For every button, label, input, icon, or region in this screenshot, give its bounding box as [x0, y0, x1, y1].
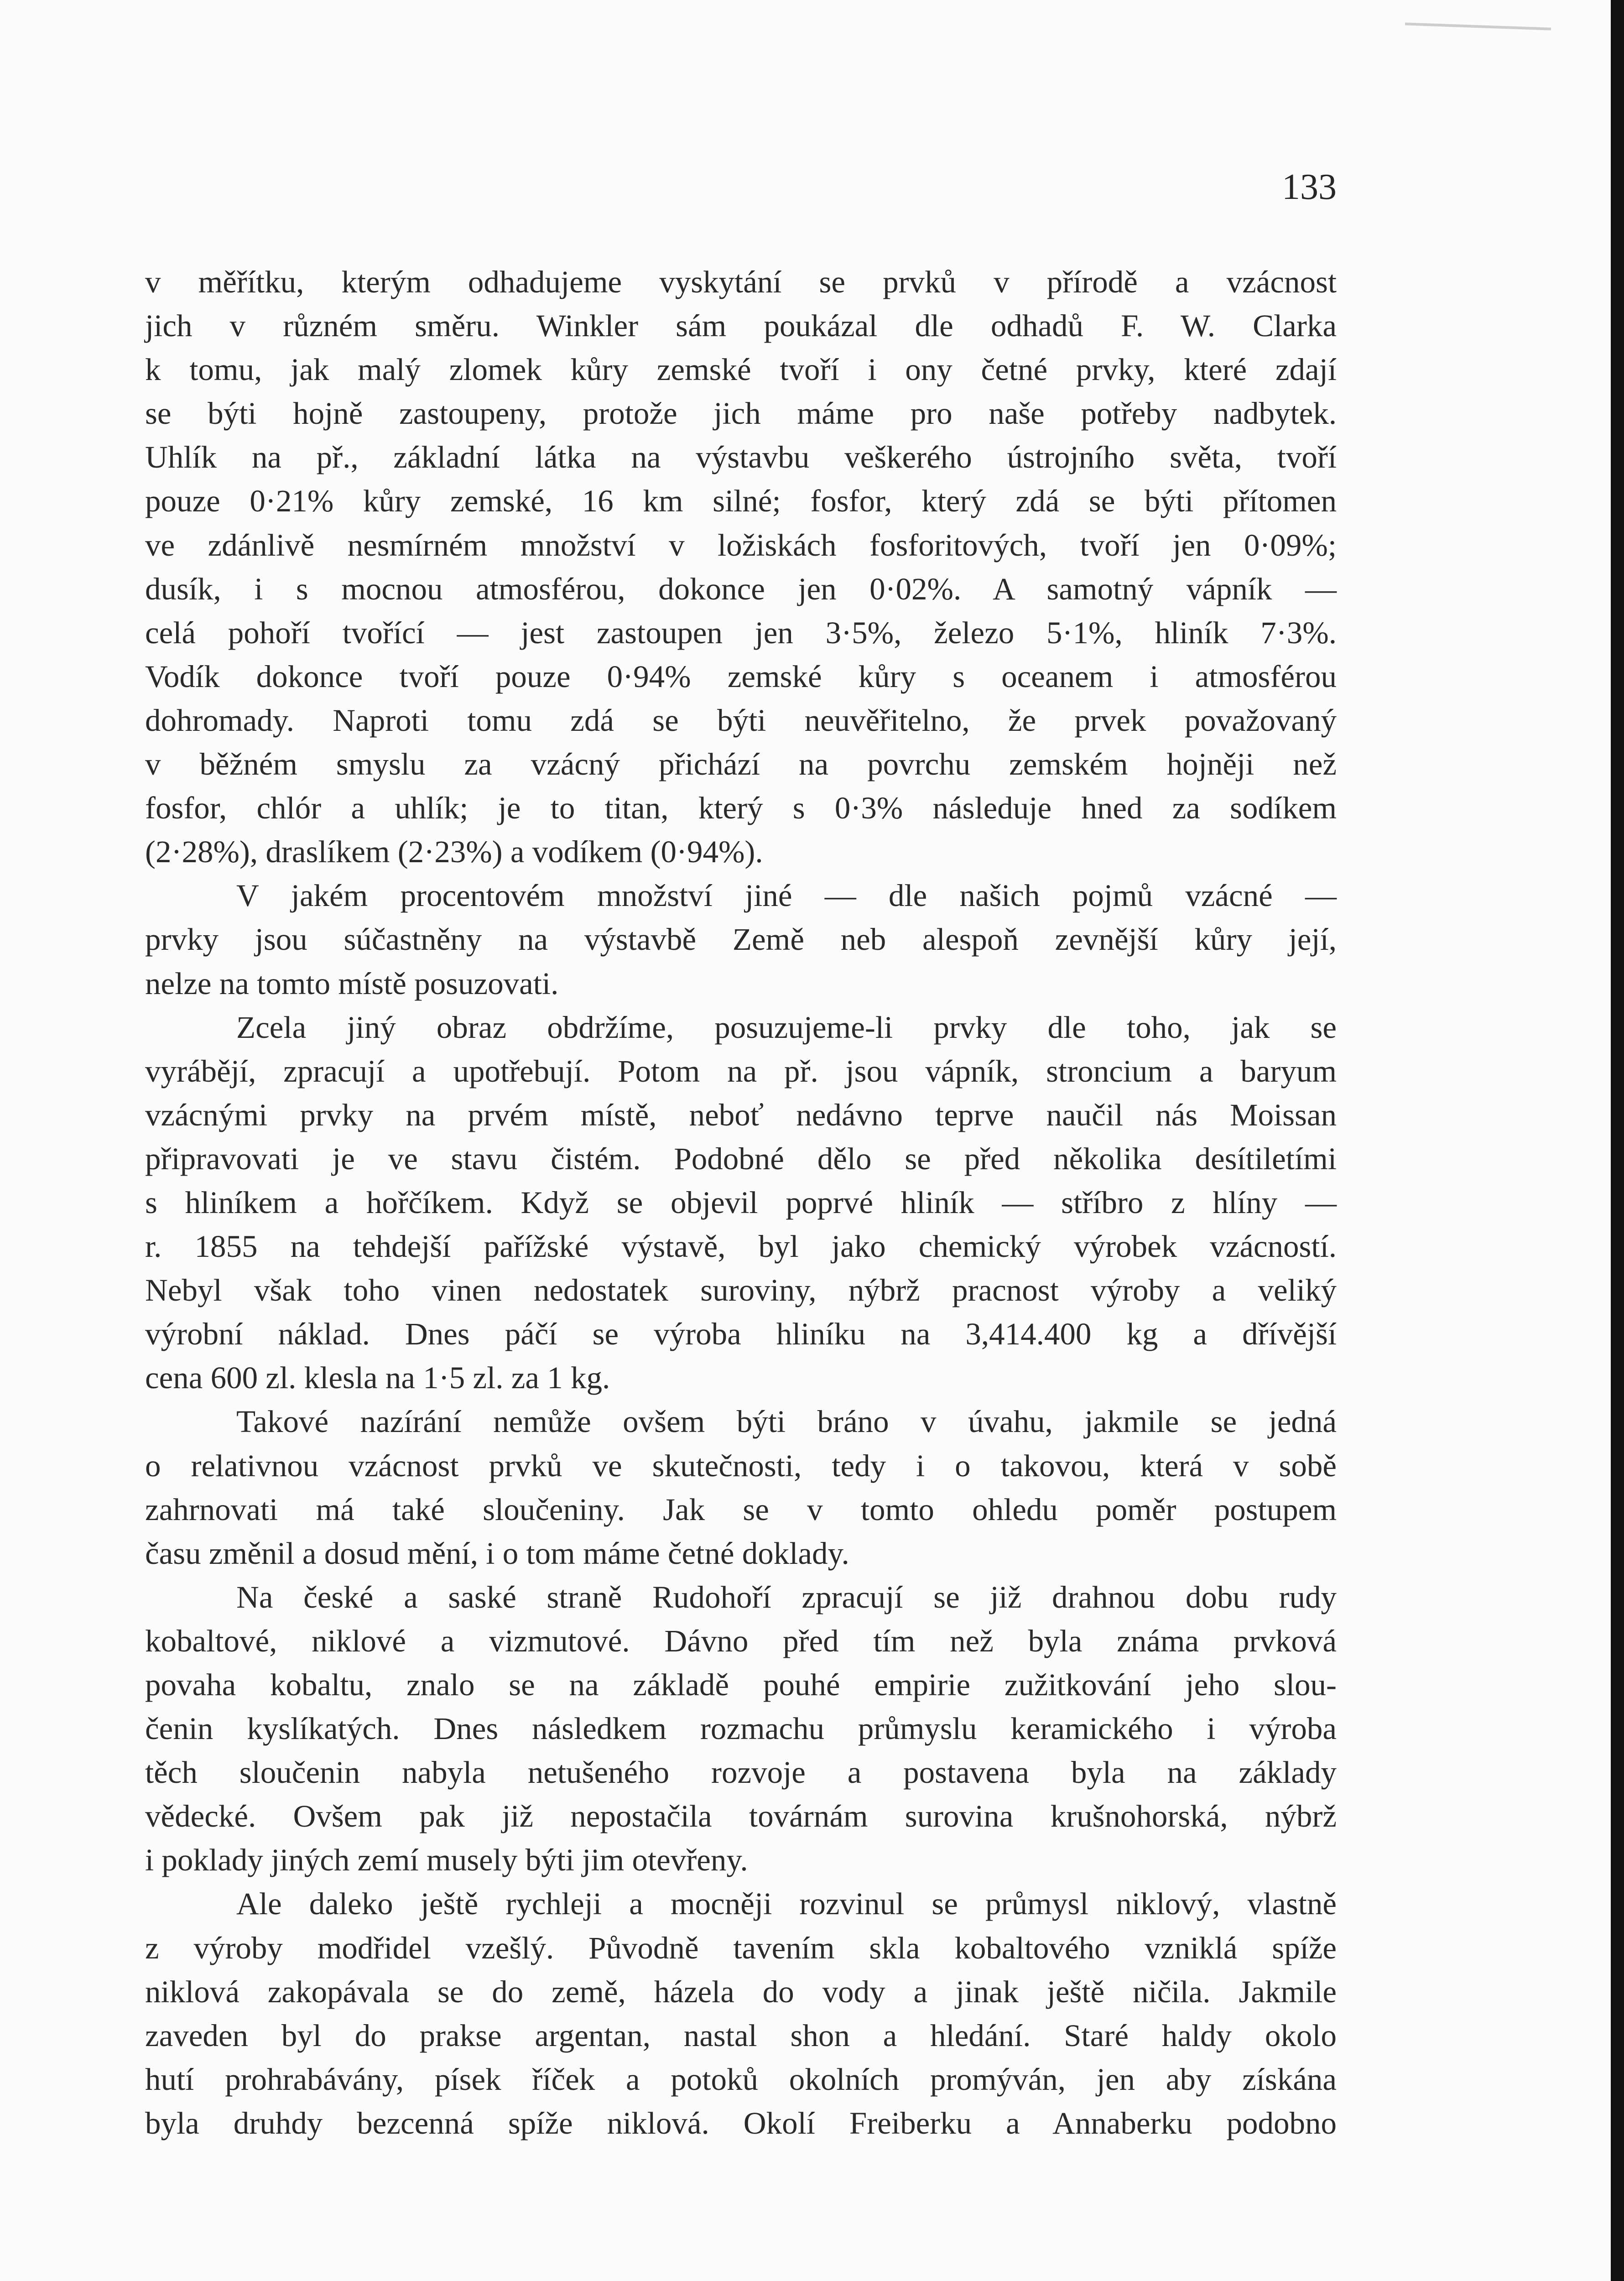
scan-edge — [1611, 0, 1624, 2281]
text-line: Na české a saské straně Rudohoří zpracují se již drahnou dobu rudy — [236, 1579, 1337, 1614]
text-line: niklová zakopávala se do země, házela do vody a jinak ještě ničila. Jakmile — [145, 1974, 1337, 2009]
paragraph — [145, 874, 1337, 1005]
text-line: jich v různém směru. Winkler sám poukázal dle odhadů F. W. Clarka — [145, 308, 1337, 344]
text-line: prvky jsou súčastněny na výstavbě Země neb alespoň zevnější kůry její, — [145, 922, 1337, 957]
paragraph — [145, 1400, 1337, 1575]
text-line: vyrábějí, zpracují a upotřebují. Potom na př. jsou vápník, stroncium a baryum — [145, 1053, 1337, 1088]
text-line: připravovati je ve stavu čistém. Podobné dělo se před několika desítiletími — [145, 1141, 1337, 1176]
text-line: těch sloučenin nabyla netušeného rozvoje a postavena byla na základy — [145, 1755, 1337, 1790]
text-line: dusík, i s mocnou atmosférou, dokonce jen 0·02%. A samotný vápník — — [145, 571, 1337, 606]
text-line: dohromady. Naproti tomu zdá se býti neuvěřitelno, že prvek považovaný — [145, 703, 1337, 738]
paragraph — [145, 1575, 1337, 1882]
text-line: čenin kyslíkatých. Dnes následkem rozmachu průmyslu keramického i výroba — [145, 1711, 1337, 1746]
text-line: Ale daleko ještě rychleji a mocněji rozvinul se průmysl niklový, vlastně — [236, 1886, 1337, 1922]
text-line: Nebyl však toho vinen nedostatek suroviny, nýbrž pracnost výroby a veliký — [145, 1273, 1337, 1308]
text-line: v měřítku, kterým odhadujeme vyskytání se prvků v přírodě a vzácnost — [145, 265, 1337, 299]
text-line: ve zdánlivě nesmírném množství v ložiskách fosforitových, tvoří jen 0·09%; — [145, 527, 1337, 562]
paragraph — [145, 1882, 1337, 2145]
paragraph — [145, 260, 1337, 874]
text-line: zaveden byl do prakse argentan, nastal shon a hledání. Staré haldy okolo — [145, 2018, 1337, 2053]
page-number: 133 — [1282, 167, 1337, 207]
text-line: Takové nazírání nemůže ovšem býti bráno v úvahu, jakmile se jedná — [236, 1404, 1337, 1439]
text-line: Zcela jiný obraz obdržíme, posuzujeme-li prvky dle toho, jak se — [236, 1010, 1337, 1045]
text-line: i poklady jiných zemí musely býti jim otevřeny. — [145, 1843, 748, 1878]
scan-smudge — [1405, 22, 1551, 30]
text-line: o relativnou vzácnost prvků ve skutečnosti, tedy i o takovou, která v sobě — [145, 1448, 1337, 1483]
text-line: Uhlík na př., základní látka na výstavbu veškerého ústrojního světa, tvoří — [145, 440, 1337, 475]
text-line: V jakém procentovém množství jiné — dle našich pojmů vzácné — — [236, 878, 1337, 913]
text-line: v běžném smyslu za vzácný přichází na povrchu zemském hojněji než — [145, 747, 1337, 782]
text-line: z výroby modřidel vzešlý. Původně tavením skla kobaltového vzniklá spíže — [145, 1930, 1337, 1965]
text-line: se býti hojně zastoupeny, protože jich máme pro naše potřeby nadbytek. — [145, 396, 1337, 431]
text-line: povaha kobaltu, znalo se na základě pouhé empirie zužitkování jeho slou- — [145, 1667, 1337, 1702]
text-line: fosfor, chlór a uhlík; je to titan, který s 0·3% následuje hned za sodíkem — [145, 791, 1337, 826]
text-line: zahrnovati má také sloučeniny. Jak se v tomto ohledu poměr postupem — [145, 1492, 1337, 1527]
text-line: nelze na tomto místě posuzovati. — [145, 966, 559, 1001]
text-line: pouze 0·21% kůry zemské, 16 km silné; fosfor, který zdá se býti přítomen — [145, 484, 1337, 519]
page-body — [145, 260, 1337, 2145]
text-line: vědecké. Ovšem pak již nepostačila továrnám surovina krušnohorská, nýbrž — [145, 1799, 1337, 1834]
text-line: r. 1855 na tehdejší pařížské výstavě, byl jako chemický výrobek vzácností. — [145, 1229, 1337, 1264]
text-line: (2·28%), draslíkem (2·23%) a vodíkem (0·94%). — [145, 834, 763, 870]
paragraph — [145, 1005, 1337, 1400]
text-line: vzácnými prvky na prvém místě, neboť nedávno teprve naučil nás Moissan — [145, 1097, 1337, 1132]
text-line: k tomu, jak malý zlomek kůry zemské tvoří i ony četné prvky, které zdají — [145, 352, 1337, 387]
text-line: cena 600 zl. klesla na 1·5 zl. za 1 kg. — [145, 1360, 610, 1396]
text-line: kobaltové, niklové a vizmutové. Dávno před tím než byla známa prvková — [145, 1623, 1337, 1658]
text-line: s hliníkem a hořčíkem. Když se objevil poprvé hliník — stříbro z hlíny — — [145, 1185, 1337, 1220]
text-line: celá pohoří tvořící — jest zastoupen jen 3·5%, železo 5·1%, hliník 7·3%. — [145, 615, 1337, 650]
text-line: hutí prohrabávány, písek říček a potoků okolních promýván, jen aby získána — [145, 2062, 1337, 2097]
text-line: byla druhdy bezcenná spíže niklová. Okolí Freiberku a Annaberku podobno — [145, 2105, 1337, 2140]
text-line: výrobní náklad. Dnes páčí se výroba hliníku na 3,414.400 kg a dřívější — [145, 1317, 1337, 1352]
text-line: času změnil a dosud mění, i o tom máme četné doklady. — [145, 1536, 849, 1571]
text-line: Vodík dokonce tvoří pouze 0·94% zemské kůry s oceanem i atmosférou — [145, 659, 1337, 694]
